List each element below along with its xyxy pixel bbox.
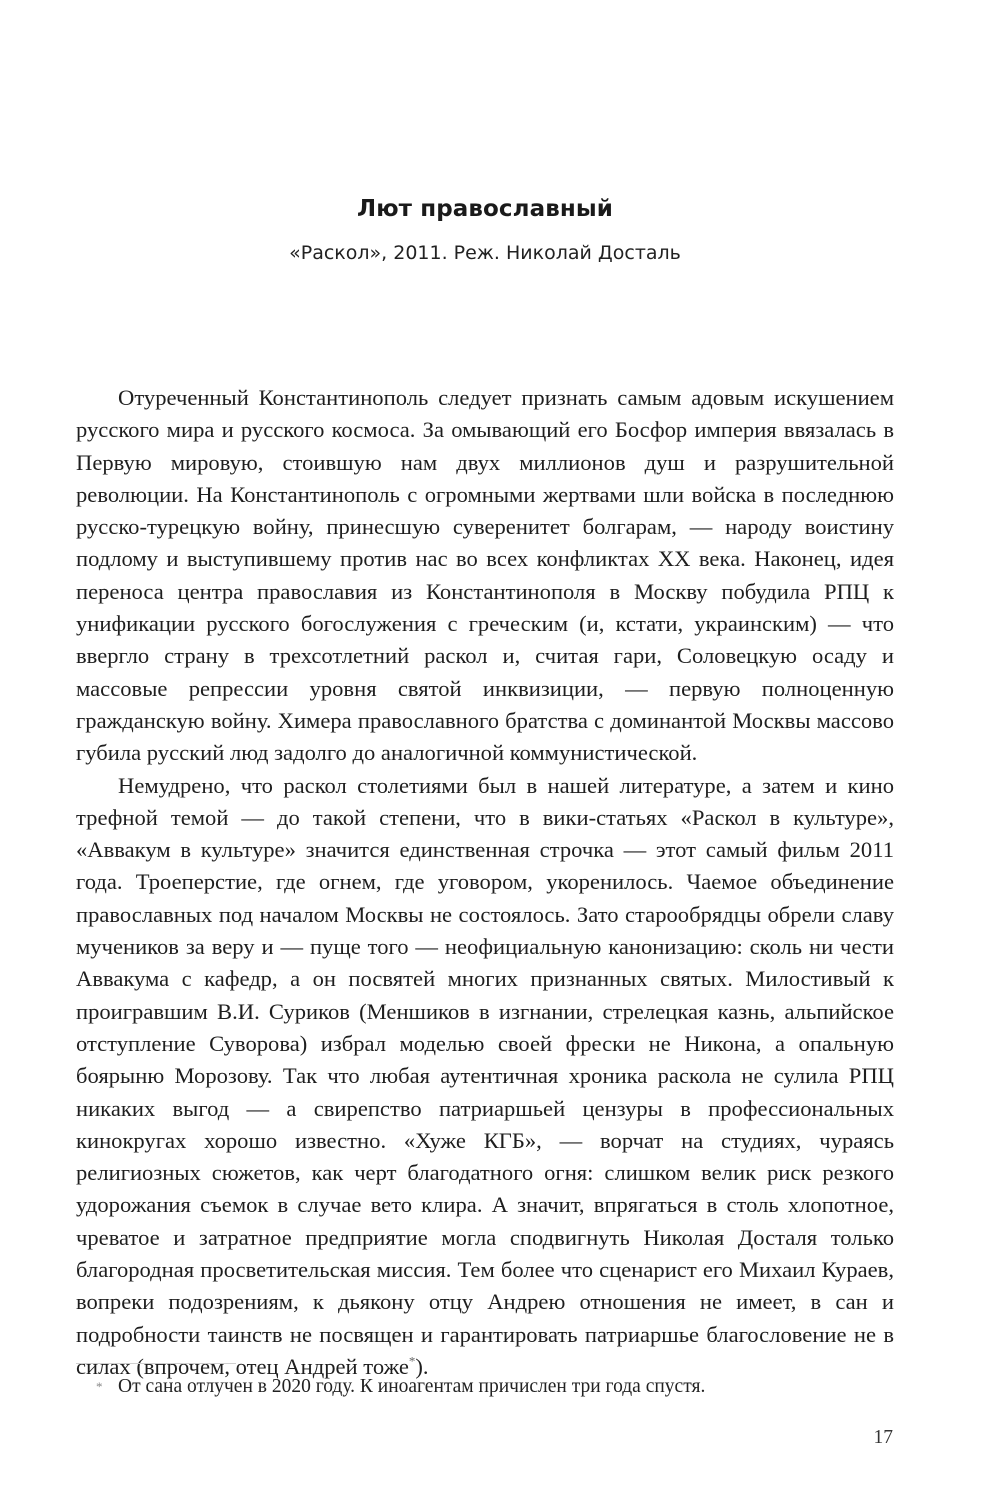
chapter-subtitle: «Раскол», 2011. Реж. Николай Досталь bbox=[289, 242, 681, 264]
paragraph-1 bbox=[76, 382, 894, 770]
paragraph-2 bbox=[76, 770, 894, 1384]
footnote bbox=[96, 1374, 896, 1400]
paragraph-1-text: Отуреченный Константинополь следует признать самым адовым искушением русского мира и русского космоса. За омывающий его Босфор империя ввязалась в Первую мировую, стоившую нам двух миллионов душ и разрушительной революции. На Константинополь с огромными жертвами шли войска в последнюю русско-турецкую войну, принесшую суверенитет болгарам, — народу воистину подлому и выступившему против нас во всех конфликтах XX века. Наконец, идея переноса центра православия из Константинополя в Москву побудила РПЦ к унификации русского богослужения с греческим (и, кстати, украинским) — что ввергло страну в трехсотлетний раскол и, считая гари, Соловецкую осаду и массовые репрессии уровня святой инквизиции, — первую полноценную гражданскую войну. Химера православного братства с доминантой Москвы массово губила русский люд задолго до аналогичной коммунистической. bbox=[76, 385, 894, 766]
body-text bbox=[76, 382, 894, 1383]
footnote-reference[interactable]: * bbox=[408, 1353, 416, 1369]
paragraph-2-tail: ). bbox=[415, 1353, 429, 1379]
footnote-mark: * bbox=[96, 1379, 103, 1394]
footnote-divider bbox=[76, 1363, 236, 1364]
page-number: 17 bbox=[873, 1427, 893, 1448]
footnote-text: От сана отлучен в 2020 году. К иноагентам причислен три года спустя. bbox=[118, 1376, 706, 1397]
chapter-title: Лют православный bbox=[357, 196, 613, 222]
paragraph-2-text: Немудрено, что раскол столетиями был в нашей литературе, а затем и кино трефной темой — до такой степени, что в вики-статьях «Раскол в культуре», «Аввакум в культуре» значится единственная строчка — этот самый фильм 2011 года. Троеперстие, где огнем, где уговором, укоренилось. Чаемое объединение православных под началом Москвы не состоялось. Зато старообрядцы обрели славу мучеников за веру и — пуще того — неофициальную канонизацию: сколь ни чести Аввакума с кафедр, а он посвятей многих признанных святых. Милостивый к проигравшим В.И. Суриков (Меншиков в изгнании, стрелецкая казнь, альпийское отступление Суворова) избрал моделью своей фрески не Никона, а опальную боярыню Морозову. Так что любая аутентичная хроника раскола не сулила РПЦ никаких выгод — а свирепство патриаршьей цензуры в профессиональных кинокругах хорошо известно. «Хуже КГБ», — ворчат на студиях, чураясь религиозных сюжетов, как черт благодатного огня: слишком велик риск резкого удорожания съемок в случае вето клира. А значит, впрягаться в столь хлопотное, чреватое и затратное предприятие могла сподвигнуть Николая Досталя только благородная просветительская миссия. Тем более что сценарист его Михаил Кураев, вопреки подозрениям, к дьякону отцу Андрею отношения не имеет, в сан и подробности таинств не посвящен и гарантировать патриаршье благословение не в силах (впрочем, отец Андрей тоже bbox=[76, 772, 894, 1379]
